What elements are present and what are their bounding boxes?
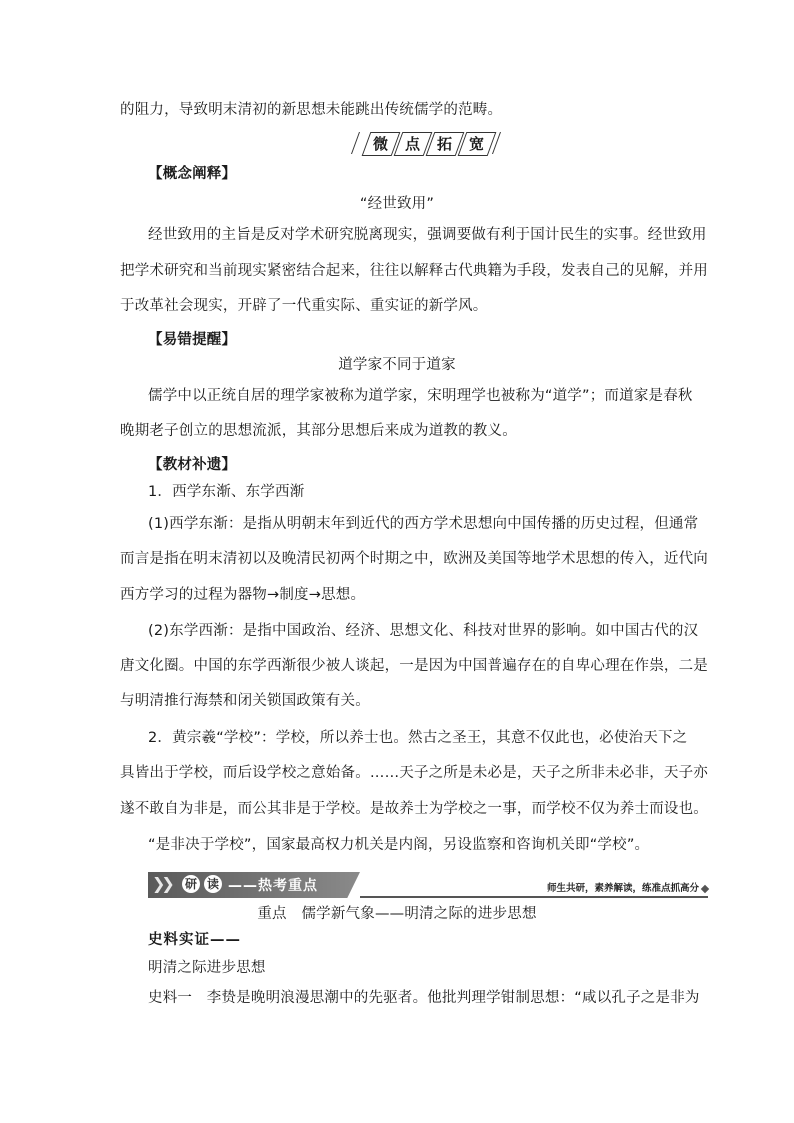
text-line: 把学术研究和当前现实紧密结合起来，往往以解释古代典籍为手段，发表自己的见解，并用 xyxy=(120,263,708,279)
banner-slogan: 师生共研，素养解读，练准点抓高分 xyxy=(547,880,708,894)
banner-title: ——热考重点 xyxy=(228,878,318,894)
list-item: 1．西学东渐、东学西渐 xyxy=(148,484,305,500)
section-heading: 史料实证—— xyxy=(148,932,241,948)
section-heading: 【易错提醒】 xyxy=(148,332,237,348)
text-line: 明清之际进步思想 xyxy=(148,960,266,976)
banner-tag: 读 xyxy=(204,875,222,893)
key-point-title: 重点 儒学新气象——明清之际的进步思想 xyxy=(257,906,537,922)
banner-char: 微 xyxy=(362,132,401,156)
text-line: (1)西学东渐：是指从明朝末年到近代的西方学术思想向中国传播的历史过程，但通常 xyxy=(148,516,699,532)
banner-char: 拓 xyxy=(426,132,465,156)
text-line: 晚期老子创立的思想流派，其部分思想后来成为道教的教义。 xyxy=(120,423,517,439)
section-banner xyxy=(148,872,708,898)
text-line: 与明清推行海禁和闭关锁国政策有关。 xyxy=(120,693,370,709)
weidian-banner xyxy=(353,132,507,156)
text-line: “是非决于学校”，国家最高权力机关是内阁，另设监察和咨询机关即“学校”。 xyxy=(148,837,650,853)
text-line: 儒学中以正统自居的理学家被称为道学家，宋明理学也被称为“道学”；而道家是春秋 xyxy=(148,388,693,404)
section-heading: 【教材补遗】 xyxy=(148,457,237,473)
banner-tag: 研 xyxy=(182,875,200,893)
banner-rule xyxy=(360,896,708,898)
text-line: 经世致用的主旨是反对学术研究脱离现实，强调要做有利于国计民生的实事。经世致用 xyxy=(148,227,707,243)
diamond-icon xyxy=(701,884,709,892)
list-item: 2．黄宗羲“学校”：学校，所以养士也。然古之圣王，其意不仅此也，必使治天下之 xyxy=(148,730,688,746)
banner-char: 点 xyxy=(394,132,433,156)
text-line: (2)东学西渐：是指中国政治、经济、思想文化、科技对世界的影响。如中国古代的汉 xyxy=(148,623,699,639)
text-line: 史料一 李贽是晚明浪漫思潮中的先驱者。他批判理学钳制思想：“咸以孔子之是非为 xyxy=(148,990,700,1006)
section-heading: 【概念阐释】 xyxy=(148,166,237,182)
banner-char: 宽 xyxy=(458,132,497,156)
text-line: 具皆出于学校，而后设学校之意始备。……天子之所是未必是，天子之所非未必非，天子亦 xyxy=(120,765,708,781)
text-line: 西方学习的过程为器物→制度→思想。 xyxy=(120,587,366,603)
text-line: 而言是指在明末清初以及晚清民初两个时期之中，欧洲及美国等地学术思想的传入，近代向 xyxy=(120,551,708,567)
subtitle: “经世致用” xyxy=(359,196,435,212)
text-line: 于改革社会现实，开辟了一代重实际、重实证的新学风。 xyxy=(120,298,488,314)
double-chevron-icon: ❯❯ xyxy=(152,874,171,893)
text-line: 的阻力，导致明末清初的新思想未能跳出传统儒学的范畴。 xyxy=(120,102,503,118)
subtitle: 道学家不同于道家 xyxy=(338,357,456,373)
text-line: 唐文化圈。中国的东学西渐很少被人谈起，一是因为中国普遍存在的自卑心理在作祟，二是 xyxy=(120,658,708,674)
text-line: 遂不敢自为非是，而公其非是于学校。是故养士为学校之一事，而学校不仅为养士而设也。 xyxy=(120,801,708,817)
